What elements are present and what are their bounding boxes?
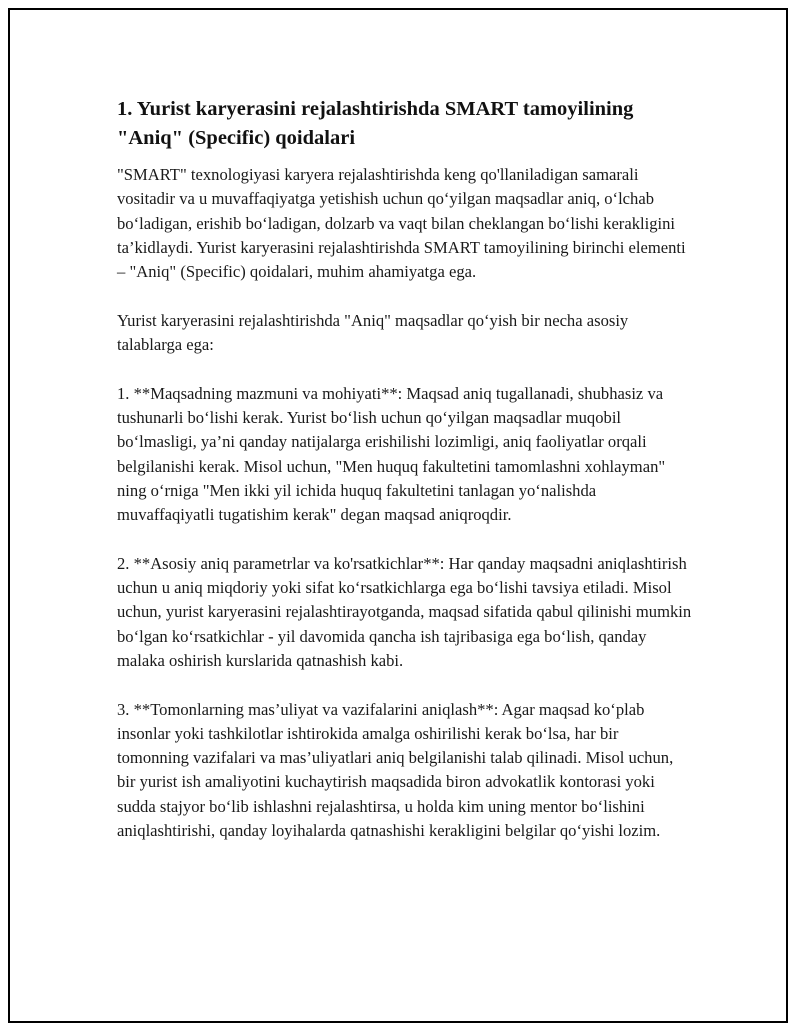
section-heading: 1. Yurist karyerasini rejalashtirishda SMART tamoyilining "Aniq" (Specific) qoidalari [117, 98, 634, 149]
paragraph-item-3: 3. **Tomonlarning mas’uliyat va vazifalarini aniqlash**: Agar maqsad ko‘plab insonlar yoki tashkilotlar ishtirokida amalga oshirilishi kerak bo‘lsa, har bir tomonning vazifalari va mas’uliyatlari aniq belgilanishi talab qilinadi. Misol uchun, bir yurist ish amaliyotini kuchaytirish maqsadida biron advokatlik kontorasi yoki sudda stajyor bo‘lib ishlashni rejalashtirsa, u holda kim uning mentor bo‘lishini aniqlashtirishi, qanday loyihalarda qatnashishi kerakligini belgilar qo‘yishi lozim. [117, 699, 674, 841]
paragraph-item-1: 1. **Maqsadning mazmuni va mohiyati**: Maqsad aniq tugallanadi, shubhasiz va tushunarli bo‘lishi kerak. Yurist bo‘lish uchun qo‘yilgan maqsadlar muqobil bo‘lmasligi, ya’ni qanday natijalarga erishilishi lozimligi, aniq faoliyatlar orqali belgilanishi kerak. Misol uchun, "Men huquq fakultetini tamomlashni xohlayman" ning o‘rniga "Men ikki yil ichida huquq fakultetini tanlagan yo‘nalishda muvaffaqiyatli tugatishim kerak" degan maqsad aniqroqdir. [117, 383, 666, 525]
paragraph-requirements: Yurist karyerasini rejalashtirishda "Aniq" maqsadlar qo‘yish bir necha asosiy talablarga ega: [117, 310, 629, 355]
paragraph-item-2: 2. **Asosiy aniq parametrlar va ko'rsatkichlar**: Har qanday maqsadni aniqlashtirish uchun u aniq miqdoriy yoki sifat ko‘rsatkichlarga ega bo‘lishi tavsiya etiladi. Misol uchun, yurist karyerasini rejalashtirayotganda, maqsad sifatida qabul qilinishi mumkin bo‘lgan ko‘rsatkichlar - yil davomida qancha ish tajribasiga ega bo‘lish, qanday malaka oshirish kurslarida qatnashish kabi. [117, 553, 692, 670]
document-body [117, 95, 692, 868]
paragraph-intro: "SMART" texnologiyasi karyera rejalashtirishda keng qo'llaniladigan samarali vositadir va u muvaffaqiyatga yetishish uchun qo‘yilgan maqsadlar aniq, o‘lchab bo‘ladigan, erishib bo‘ladigan, dolzarb va vaqt bilan cheklangan bo‘lishi kerakligini ta’kidlaydi. Yurist karyerasini rejalashtirishda SMART tamoyilining birinchi elementi – "Aniq" (Specific) qoidalari, muhim ahamiyatga ega. [117, 165, 686, 282]
